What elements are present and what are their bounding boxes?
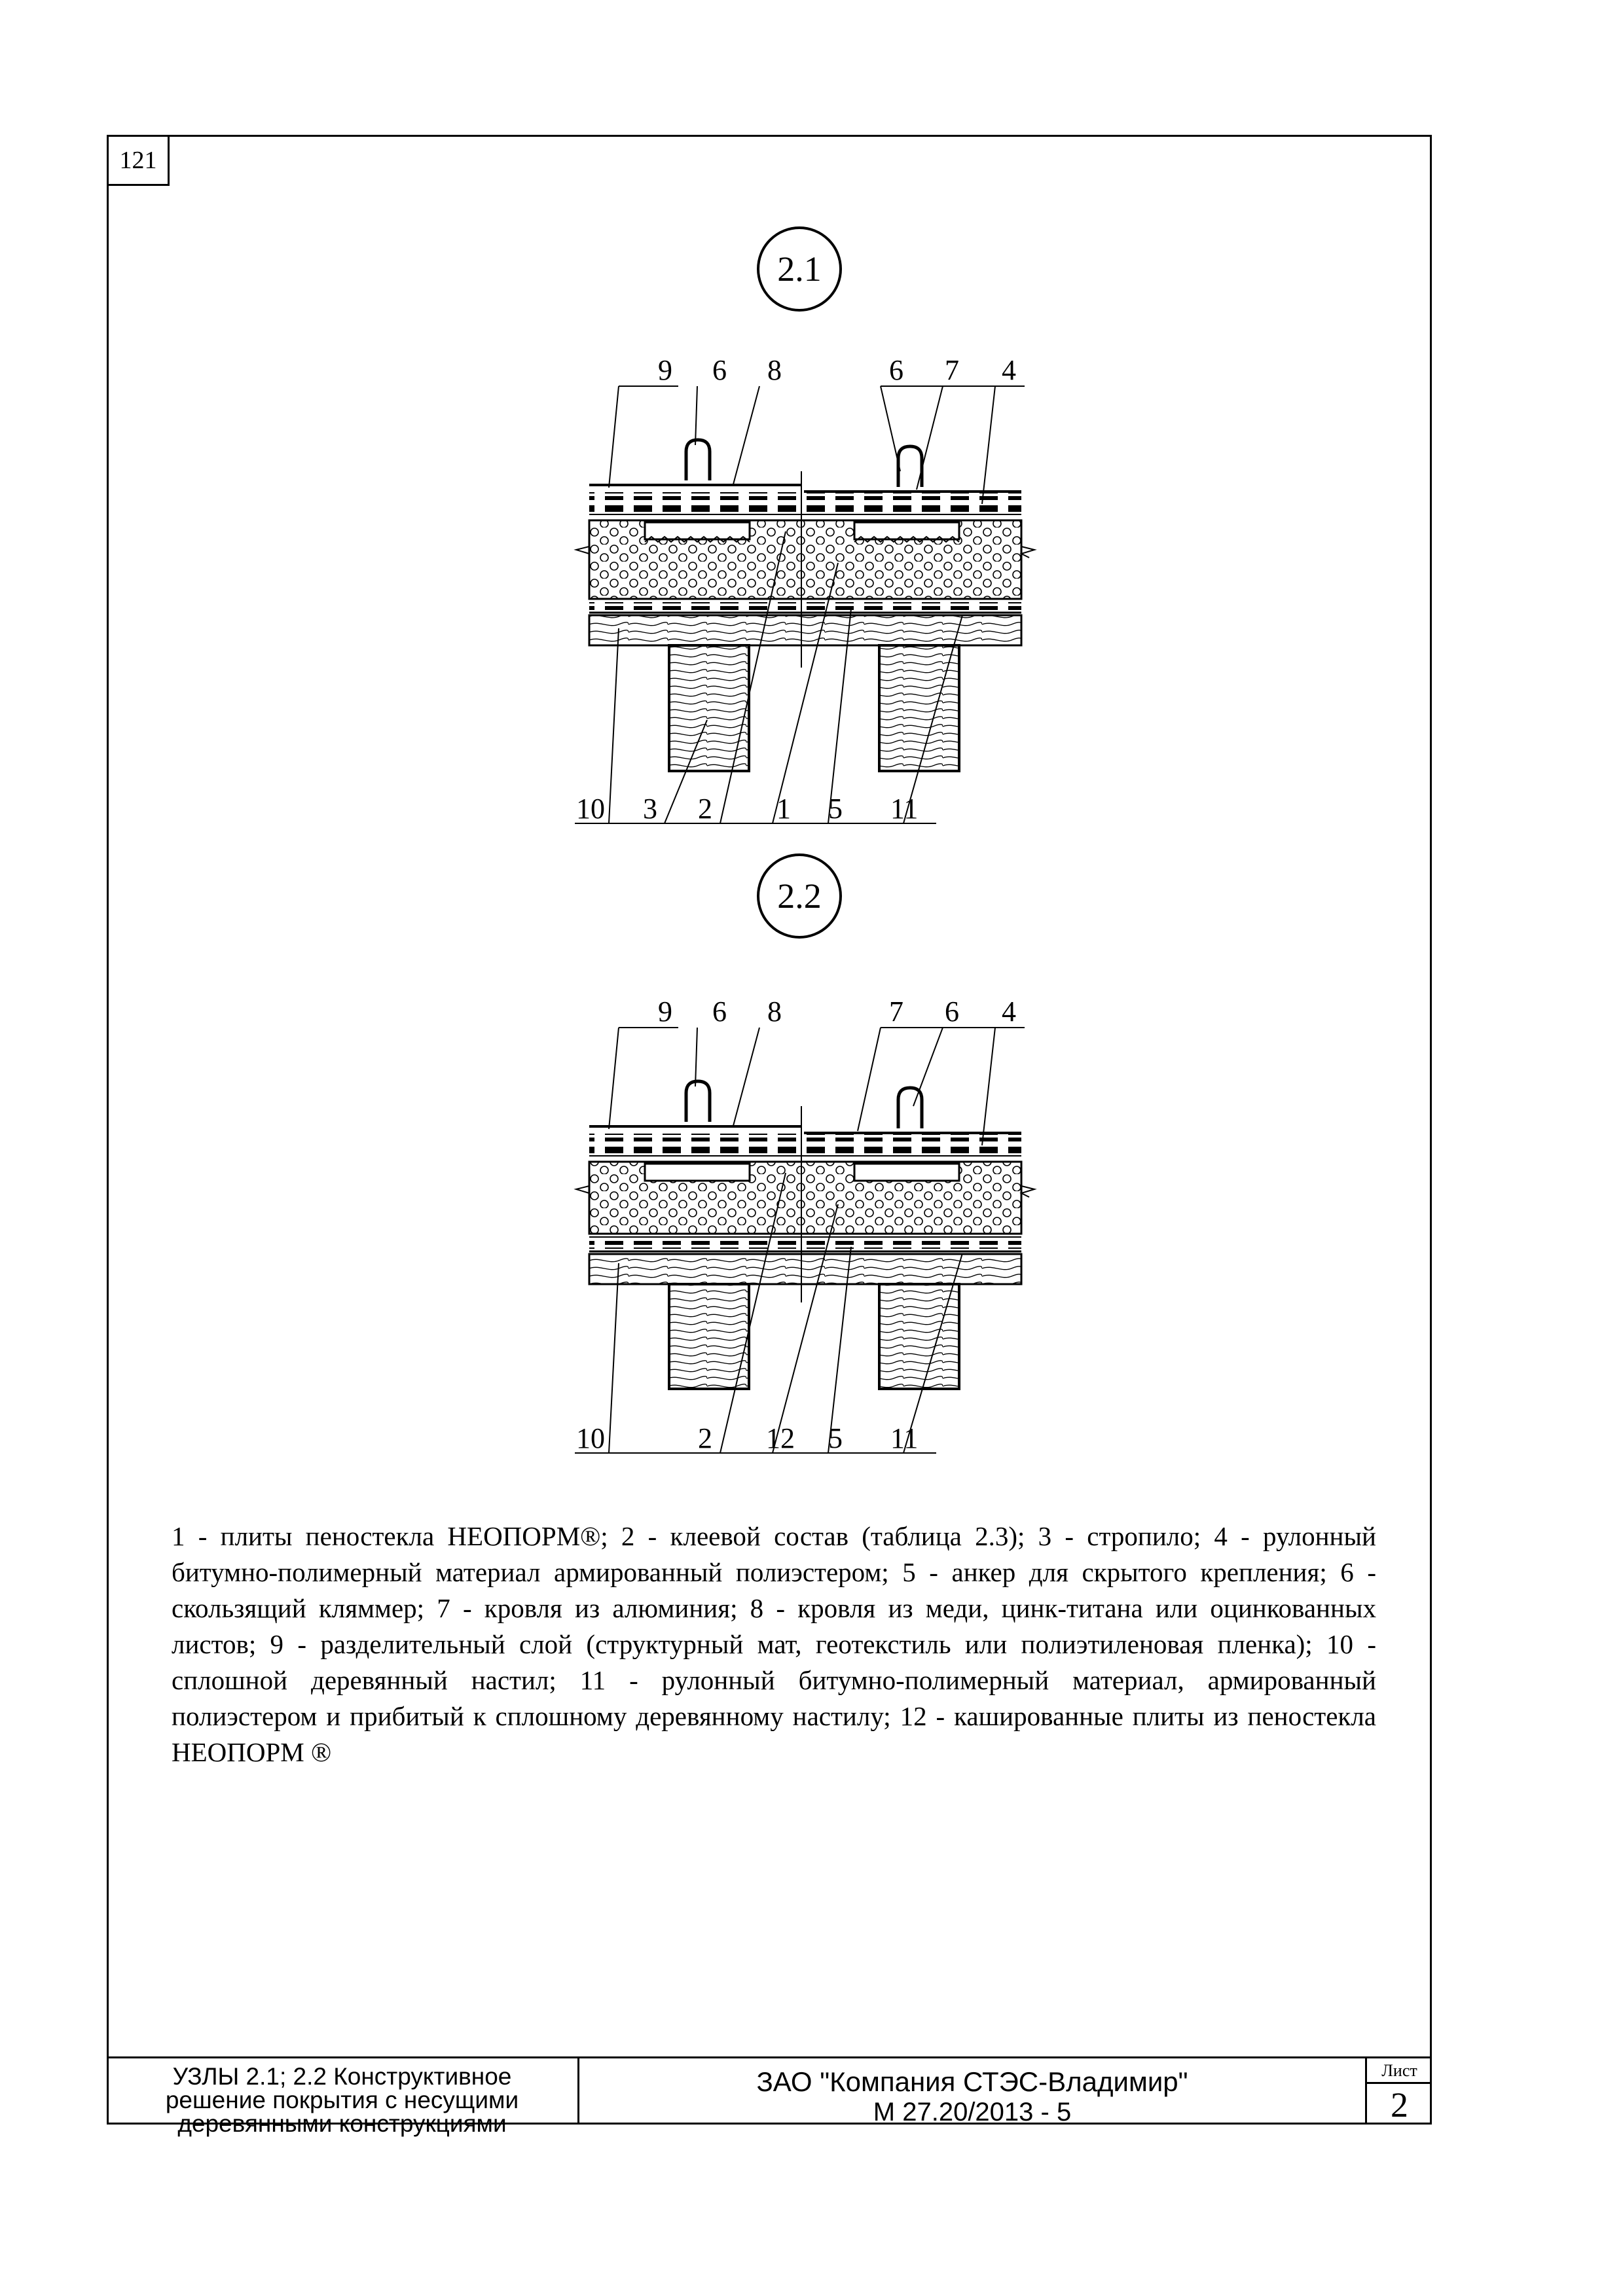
n21-bottom-label-1: 10 [576,793,605,825]
n21-top-label-6: 4 [1002,354,1016,386]
description-line-3: деревянными конструкциями [177,2110,507,2137]
description-line-2: решение покрытия с несущими [165,2087,519,2113]
node-2-1-circle: 2.1 [757,226,842,312]
n21-top-label-1: 9 [658,354,672,386]
title-block [107,2056,1432,2137]
n22-bottom-label-1: 10 [576,1422,605,1454]
title-block-center [579,2058,1365,2125]
n22-top-label-4: 7 [889,996,903,1028]
title-block-description [107,2058,579,2137]
n22-bottom-label-5: 11 [890,1422,919,1454]
n21-top-label-4: 6 [889,354,903,386]
node-2-1-section [575,354,1034,825]
n21-top-label-5: 7 [945,354,959,386]
node-2-2-section [575,996,1034,1454]
n21-bottom-label-6: 11 [890,793,919,825]
n21-top-label-3: 8 [767,354,782,386]
n22-top-label-3: 8 [767,996,782,1028]
company-name: ЗАО "Компания СТЭС-Владимир" [756,2066,1188,2097]
node-2-2-circle: 2.2 [757,853,842,939]
legend-text: 1 - плиты пеностекла НЕОПОРМ®; 2 - клеевой состав (таблица 2.3); 3 - стропило; 4 - рулонный битумно-полимерный материал армированный полиэстером; 5 - анкер для скрытого крепления; 6 - скользящий кляммер; 7 - кровля из алюминия; 8 - кровля из меди, цинк-титана или оцинкованных листов; 9 - разделительный слой (структурный мат, геотекстиль или полиэтиленовая пленка); 10 - сплошной деревянный настил; 11 - рулонный битумно-полимерный материал, армированный полиэстером и прибитый к сплошному деревянному настилу; 12 - кашированные плиты из пеностекла НЕОПОРМ ® [172,1521,1376,1767]
title-block-sheet [1365,2058,1432,2125]
n22-top-label-1: 9 [658,996,672,1028]
n21-top-label-2: 6 [712,354,727,386]
n21-bottom-label-2: 3 [643,793,657,825]
n22-top-label-2: 6 [712,996,727,1028]
n22-top-label-6: 4 [1002,996,1016,1028]
n22-bottom-label-2: 2 [698,1422,712,1454]
n22-bottom-label-4: 5 [828,1422,843,1454]
n21-bottom-label-5: 5 [828,793,843,825]
n22-top-label-5: 6 [945,996,959,1028]
n21-bottom-label-3: 2 [698,793,712,825]
document-code: М 27.20/2013 - 5 [873,2098,1072,2126]
sheet-label: Лист [1367,2060,1432,2084]
sheet-number: 2 [1391,2085,1408,2125]
page-number: 121 [107,135,170,186]
n21-bottom-label-4: 1 [776,793,791,825]
description-line-1: УЗЛЫ 2.1; 2.2 Конструктивное [172,2063,512,2090]
n22-bottom-label-3: 12 [766,1422,795,1454]
